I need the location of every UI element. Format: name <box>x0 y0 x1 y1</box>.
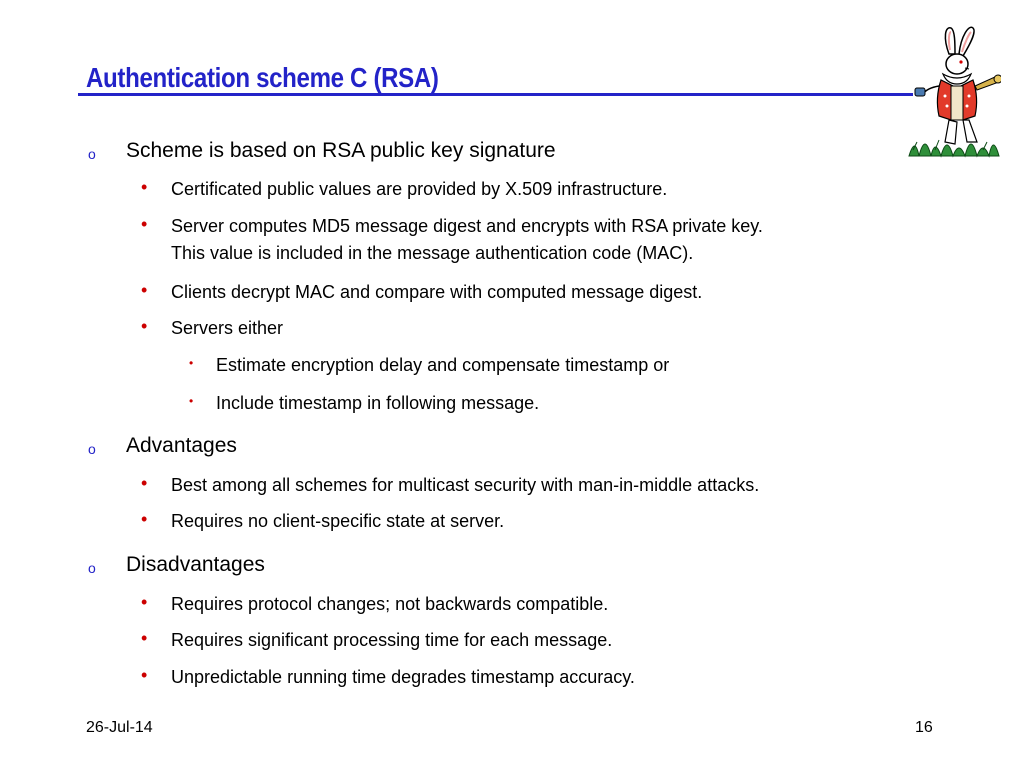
bullet-item: Clients decrypt MAC and compare with computed message digest. <box>171 282 703 302</box>
level2-marker: • <box>141 214 148 234</box>
level3-marker: • <box>189 394 194 408</box>
bullet-item: Certificated public values are provided by X.509 infrastructure. <box>171 179 668 199</box>
level2-marker: • <box>141 665 148 685</box>
sub-bullet-item: Include timestamp in following message. <box>216 393 540 413</box>
level2-marker: • <box>141 592 148 612</box>
page-number: 16 <box>915 719 933 736</box>
footer-date: 26-Jul-14 <box>86 719 153 736</box>
slide-title: Authentication scheme C (RSA) <box>86 62 439 93</box>
level1-marker: o <box>88 560 96 576</box>
bullet-item-continuation: This value is included in the message authentication code (MAC). <box>171 243 694 263</box>
bullet-item: Servers either <box>171 318 284 338</box>
level3-marker: • <box>189 356 194 370</box>
level2-marker: • <box>141 509 148 529</box>
sub-bullet-item: Estimate encryption delay and compensate timestamp or <box>216 355 670 375</box>
level1-marker: o <box>88 146 96 162</box>
section-heading: Advantages <box>126 434 237 457</box>
bullet-item: Best among all schemes for multicast security with man-in-middle attacks. <box>171 475 760 495</box>
level1-marker: o <box>88 441 96 457</box>
bullet-item: Unpredictable running time degrades timestamp accuracy. <box>171 667 635 687</box>
bullet-item: Requires significant processing time for each message. <box>171 630 613 650</box>
bullet-item: Server computes MD5 message digest and encrypts with RSA private key. <box>171 216 763 236</box>
bullet-item: Requires no client-specific state at server. <box>171 511 505 531</box>
level2-marker: • <box>141 316 148 336</box>
level2-marker: • <box>141 473 148 493</box>
level2-marker: • <box>141 628 148 648</box>
section-heading: Scheme is based on RSA public key signature <box>126 139 556 162</box>
section-heading: Disadvantages <box>126 553 265 576</box>
bullet-item: Requires protocol changes; not backwards compatible. <box>171 594 609 614</box>
level2-marker: • <box>141 280 148 300</box>
level2-marker: • <box>141 177 148 197</box>
